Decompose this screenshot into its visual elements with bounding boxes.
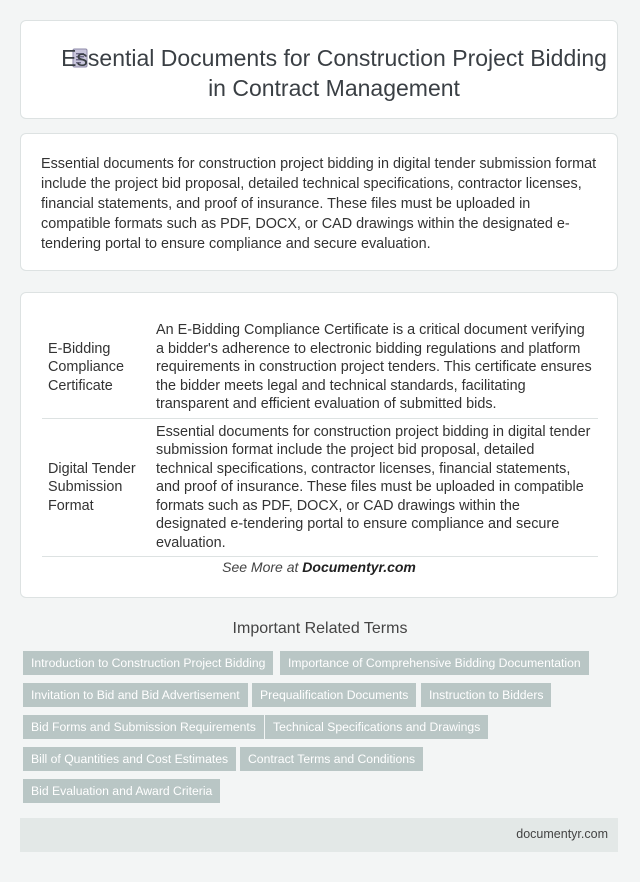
- see-more-text: [21, 559, 617, 575]
- see-more-link[interactable]: Documentyr.com: [302, 559, 416, 575]
- term-cell: Digital Tender Submission Format: [48, 460, 136, 514]
- table-row: [42, 317, 598, 418]
- related-tag[interactable]: Contract Terms and Conditions: [240, 747, 423, 771]
- related-tag[interactable]: Bill of Quantities and Cost Estimates: [23, 747, 236, 771]
- footer: [20, 818, 618, 852]
- related-tag[interactable]: Importance of Comprehensive Bidding Documentation: [280, 651, 589, 675]
- related-tag[interactable]: Bid Evaluation and Award Criteria: [23, 779, 220, 803]
- footer-site-link[interactable]: documentyr.com: [516, 827, 608, 841]
- page-title: Essential Documents for Construction Project Bidding in Contract Management: [61, 45, 607, 101]
- related-tag[interactable]: Introduction to Construction Project Bidding: [23, 651, 273, 675]
- see-more-prefix: See More at: [222, 559, 303, 575]
- related-tag[interactable]: Prequalification Documents: [252, 683, 416, 707]
- definition-table-card: [20, 292, 618, 598]
- related-tag[interactable]: Bid Forms and Submission Requirements: [23, 715, 264, 739]
- term-cell: E-Bidding Compliance Certificate: [48, 340, 124, 394]
- related-tag[interactable]: Instruction to Bidders: [421, 683, 551, 707]
- related-tag[interactable]: Technical Specifications and Drawings: [265, 715, 488, 739]
- title-card: [20, 20, 618, 119]
- related-tag[interactable]: Invitation to Bid and Bid Advertisement: [23, 683, 248, 707]
- definition-table: [42, 317, 598, 557]
- related-terms-heading: Important Related Terms: [232, 620, 408, 637]
- intro-paragraph: Essential documents for construction project bidding in digital tender submission format include the project bid proposal, detailed technical specifications, contractor licenses, financial statements, and proof of insurance. These files must be uploaded in compatible formats such as PDF, DOCX, or CAD drawings within the designated e-tendering portal to ensure compliance and secure evaluation.: [41, 156, 597, 252]
- table-row: [42, 418, 598, 557]
- definition-cell: Essential documents for construction project bidding in digital tender submission format include the project bid proposal, detailed technical specifications, contractor licenses, financial statements, and proof of insurance. These files must be uploaded in compatible formats such as PDF, DOCX, or CAD drawings within the designated e-tendering portal to ensure compliance and secure evaluation.: [156, 423, 591, 551]
- definition-cell: An E-Bidding Compliance Certificate is a critical document verifying a bidder's adherence to electronic bidding regulations and platform requirements in construction project tenders. This certificate ensures the bidder meets legal and technical standards, facilitating transparent and efficient evaluation of submitted bids.: [156, 322, 592, 412]
- intro-card: [20, 133, 618, 271]
